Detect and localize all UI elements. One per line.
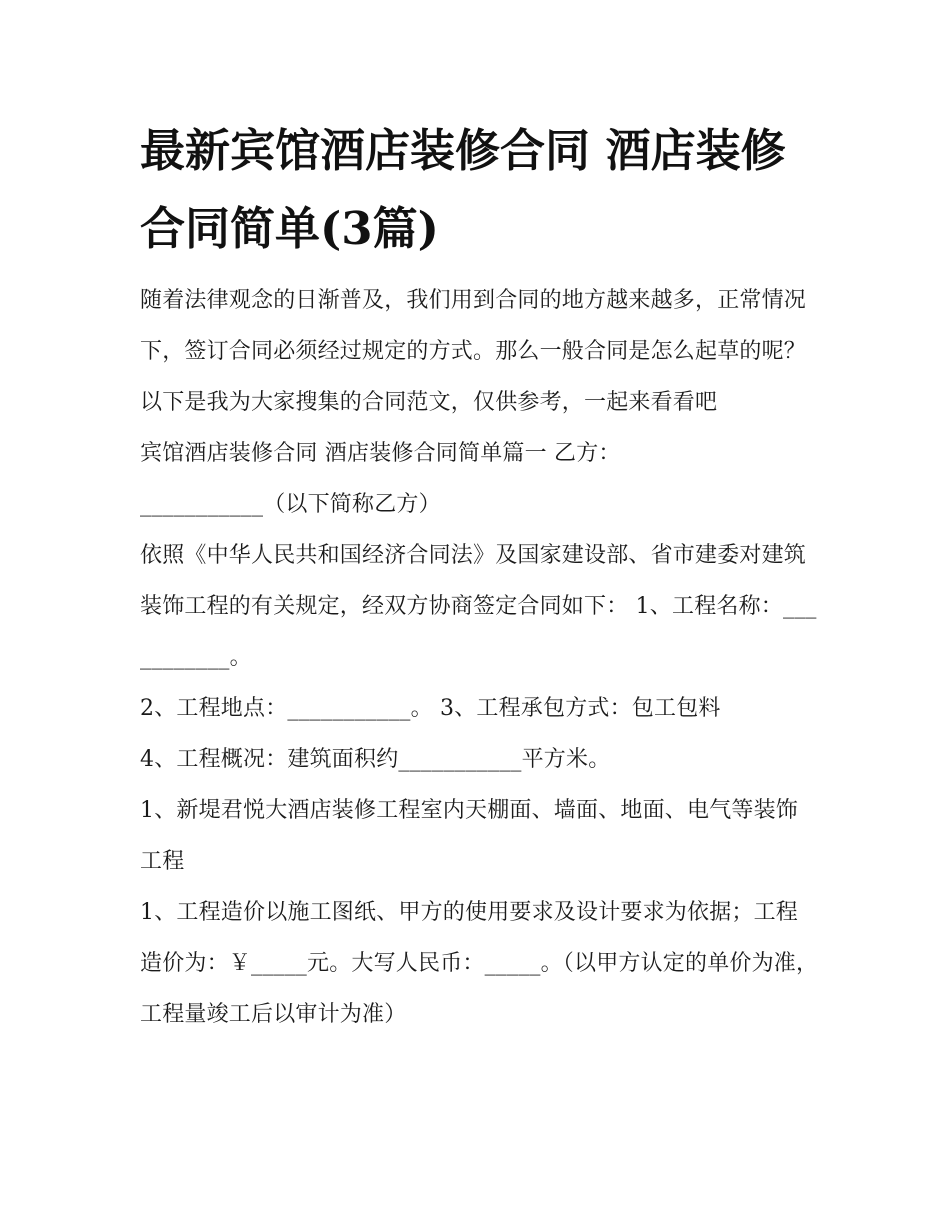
project-location-paragraph: 2、工程地点：___________。 3、工程承包方式：包工包料: [140, 696, 721, 721]
project-cost-paragraph: 1、工程造价以施工图纸、甲方的使用要求及设计要求为依据；工程造价为：￥_____元。大写人民币：_____。（以甲方认定的单价为准，工程量竣工后以审计为准）: [140, 900, 819, 1027]
party-b-paragraph: ___________（以下简称乙方）: [140, 492, 441, 517]
legal-basis-paragraph: 依照《中华人民共和国经济合同法》及国家建设部、省市建委对建筑装饰工程的有关规定，经双方协商签定合同如下： 1、工程名称：___________。: [140, 543, 817, 670]
intro-paragraph: 随着法律观念的日渐普及，我们用到合同的地方越来越多，正常情况下，签订合同必须经过规定的方式。那么一般合同是怎么起草的呢？以下是我为大家搜集的合同范文，仅供参考，一起来看看吧: [140, 288, 807, 415]
project-scope-paragraph: 1、新堤君悦大酒店装修工程室内天棚面、墙面、地面、电气等装饰工程: [140, 798, 798, 874]
document-title: 最新宾馆酒店装修合同 酒店装修合同简单(3篇): [140, 124, 786, 255]
section-heading-paragraph: 宾馆酒店装修合同 酒店装修合同简单篇一 乙方：: [140, 441, 621, 466]
document-body: [140, 275, 820, 1040]
project-overview-paragraph: 4、工程概况：建筑面积约___________平方米。: [140, 747, 611, 772]
